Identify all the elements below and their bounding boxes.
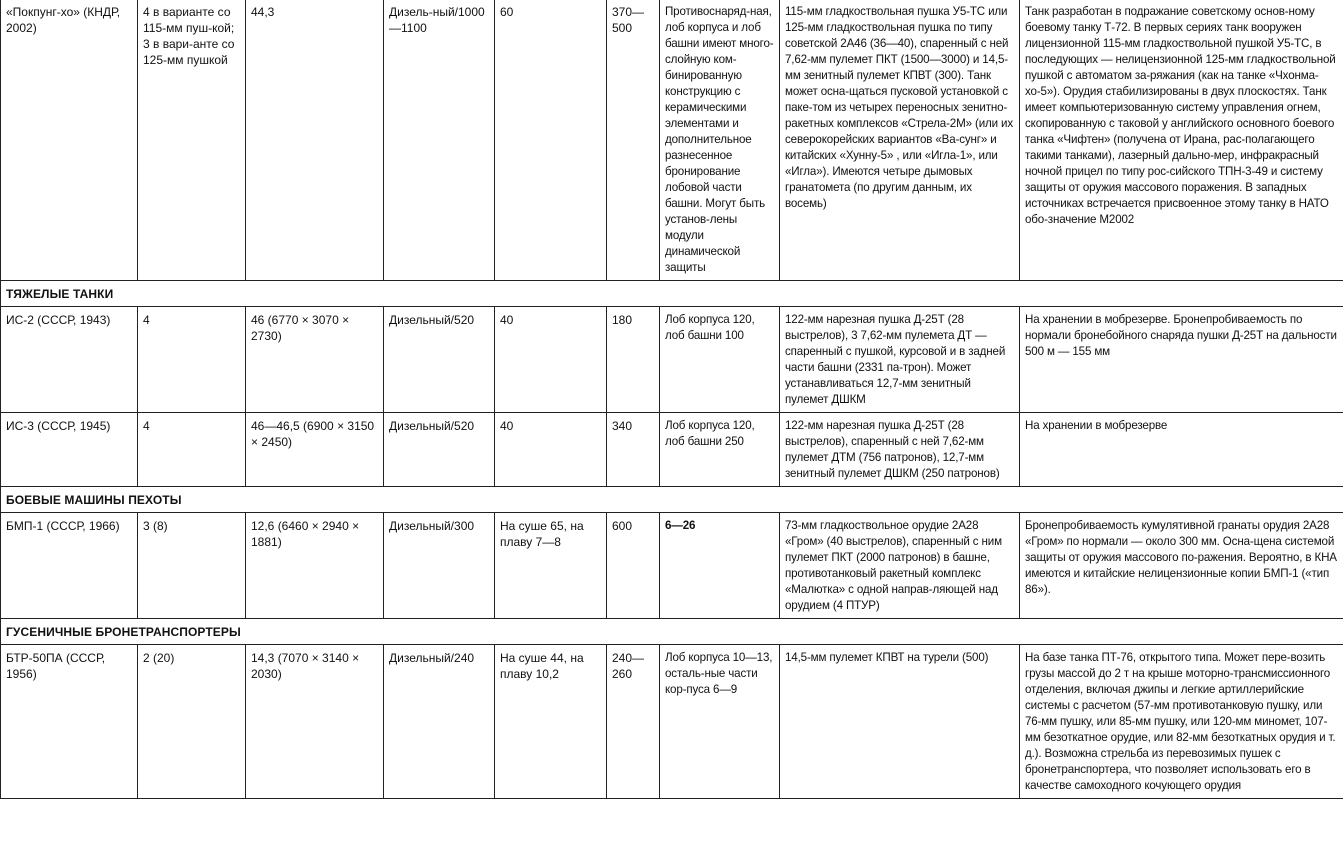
vehicle-name-cell: ИС-2 (СССР, 1943): [1, 307, 138, 413]
mass-dimensions-cell: 14,3 (7070 × 3140 × 2030): [246, 645, 384, 799]
armor-cell: Противоснаряд-ная, лоб корпуса и лоб башни имеют много-слойную ком-бинированную конструкцию с керамическими элементами и дополнительное разнесенное бронирование лобовой части башни. Могут быть установ-лены модули динамической защиты: [660, 0, 780, 281]
armament-cell: 122-мм нарезная пушка Д-25Т (28 выстрелов), 3 7,62-мм пулемета ДТ — спаренный с пушкой, курсовой и в задней части башни (2331 па-трон). Может устанавливаться 12,7-мм зенитный пулемет ДШКМ: [780, 307, 1020, 413]
armament-cell: 122-мм нарезная пушка Д-25Т (28 выстрелов), спаренный с ней 7,62-мм пулемет ДТМ (756 патронов), 12,7-мм зенитный пулемет ДШКМ (250 патронов): [780, 413, 1020, 487]
armor-cell: Лоб корпуса 10—13, осталь-ные части кор-пуса 6—9: [660, 645, 780, 799]
range-cell: 340: [607, 413, 660, 487]
table-row: [1, 307, 1343, 413]
notes-cell: На хранении в мобрезерве. Бронепробиваемость по нормали бронебойного снаряда пушки Д-25Т на дальности 500 м — 155 мм: [1020, 307, 1343, 413]
engine-cell: Дизельный/240: [384, 645, 495, 799]
specs-table-body: [1, 0, 1343, 799]
engine-cell: Дизельный/520: [384, 307, 495, 413]
speed-cell: 60: [495, 0, 607, 281]
notes-cell: Танк разработан в подражание советскому основ-ному боевому танку Т-72. В первых сериях танк вооружен лицензионной 115-мм гладкоствольной пушкой У5-ТС, в последующих — нелицензионной 125-мм гладкоствольной пушкой с автоматом за-ряжания (как на танке «Чхонма-хо-5»). Орудия стабилизированы в двух плоскостях. Танк имеет компьютеризованную систему управления огнем, скопированную с таковой у английского основного боевого танка «Чифтен» (получена от Ирана, рас-полагающего такими танками), лазерный дально-мер, инфракрасный ночной прицел по типу рос-сийского ТПН-3-49 и систему защиты от оружия массового поражения. В западных источниках встречается присвоенное этому танку в НАТО обо-значение М2002: [1020, 0, 1343, 281]
section-title: ГУСЕНИЧНЫЕ БРОНЕТРАНСПОРТЕРЫ: [1, 619, 1343, 645]
crew-cell: 4: [138, 307, 246, 413]
table-row: [1, 513, 1343, 619]
armament-cell: 73-мм гладкоствольное орудие 2А28 «Гром» (40 выстрелов), спаренный с ним пулемет ПКТ (2000 патронов) в башне, противотанковый ракетный комплекс «Малютка» с одной направ-ляющей над орудием (4 ПТУР): [780, 513, 1020, 619]
section-header-row: [1, 487, 1343, 513]
speed-cell: 40: [495, 413, 607, 487]
range-cell: 600: [607, 513, 660, 619]
range-cell: 180: [607, 307, 660, 413]
mass-dimensions-cell: 46 (6770 × 3070 × 2730): [246, 307, 384, 413]
mass-dimensions-cell: 12,6 (6460 × 2940 × 1881): [246, 513, 384, 619]
armament-cell: 14,5-мм пулемет КПВТ на турели (500): [780, 645, 1020, 799]
notes-cell: На хранении в мобрезерве: [1020, 413, 1343, 487]
vehicle-name-cell: БТР-50ПА (СССР, 1956): [1, 645, 138, 799]
armament-cell: 115-мм гладкоствольная пушка У5-ТС или 125-мм гладкоствольная пушка по типу советской 2А46 (36—40), спаренный с ней 7,62-мм пулемет ПКТ (1500—3000) и 14,5-мм зенитный пулемет КПВТ (300). Танк может осна-щаться пусковой установкой с паке-том из четырех переносных зенитно-ракетных комплексов «Стрела-2М» (или их северокорейских вариантов «Ва-сунг» и китайских «Хунну-5» , или «Игла-1», или «Игла»). Имеются четыре дымовых гранатомета (по другим данным, их восемь): [780, 0, 1020, 281]
section-title: БОЕВЫЕ МАШИНЫ ПЕХОТЫ: [1, 487, 1343, 513]
crew-cell: 4: [138, 413, 246, 487]
speed-cell: На суше 44, на плаву 10,2: [495, 645, 607, 799]
table-row: [1, 645, 1343, 799]
mass-dimensions-cell: 44,3: [246, 0, 384, 281]
speed-cell: 40: [495, 307, 607, 413]
crew-cell: 3 (8): [138, 513, 246, 619]
table-row: [1, 413, 1343, 487]
armor-cell: 6—26: [660, 513, 780, 619]
armor-cell: Лоб корпуса 120, лоб башни 100: [660, 307, 780, 413]
engine-cell: Дизельный/300: [384, 513, 495, 619]
vehicle-name-cell: БМП-1 (СССР, 1966): [1, 513, 138, 619]
speed-cell: На суше 65, на плаву 7—8: [495, 513, 607, 619]
engine-cell: Дизель-ный/1000—1100: [384, 0, 495, 281]
section-title: ТЯЖЕЛЫЕ ТАНКИ: [1, 281, 1343, 307]
engine-cell: Дизельный/520: [384, 413, 495, 487]
range-cell: 240—260: [607, 645, 660, 799]
notes-cell: Бронепробиваемость кумулятивной гранаты орудия 2А28 «Гром» по нормали — около 300 мм. Осна-щена системой защиты от оружия массового по-ражения. Вероятно, в КНА имеются и китайские нелицензионные копии БМП-1 («тип 86»).: [1020, 513, 1343, 619]
section-header-row: [1, 281, 1343, 307]
armor-cell: Лоб корпуса 120, лоб башни 250: [660, 413, 780, 487]
vehicle-name-cell: «Покпунг-хо» (КНДР, 2002): [1, 0, 138, 281]
crew-cell: 4 в варианте со 115-мм пуш-кой; 3 в вари-анте со 125-мм пушкой: [138, 0, 246, 281]
range-cell: 370—500: [607, 0, 660, 281]
vehicle-name-cell: ИС-3 (СССР, 1945): [1, 413, 138, 487]
table-row: [1, 0, 1343, 281]
mass-dimensions-cell: 46—46,5 (6900 × 3150 × 2450): [246, 413, 384, 487]
section-header-row: [1, 619, 1343, 645]
crew-cell: 2 (20): [138, 645, 246, 799]
notes-cell: На базе танка ПТ-76, открытого типа. Может пере-возить грузы массой до 2 т на крыше моторно-трансмиссионного отделения, включая джипы и легкие артиллерийские системы с расчетом (57-мм противотанковую пушку, или 76-мм пушку, или 85-мм пушку, или 120-мм миномет, 107-мм безоткатное орудие, или 82-мм безоткатных орудия и т. д.). Возможна стрельба из перевозимых пушек с бронетранспортера, что позволяет использовать его в качестве самоходного кочующего орудия: [1020, 645, 1343, 799]
